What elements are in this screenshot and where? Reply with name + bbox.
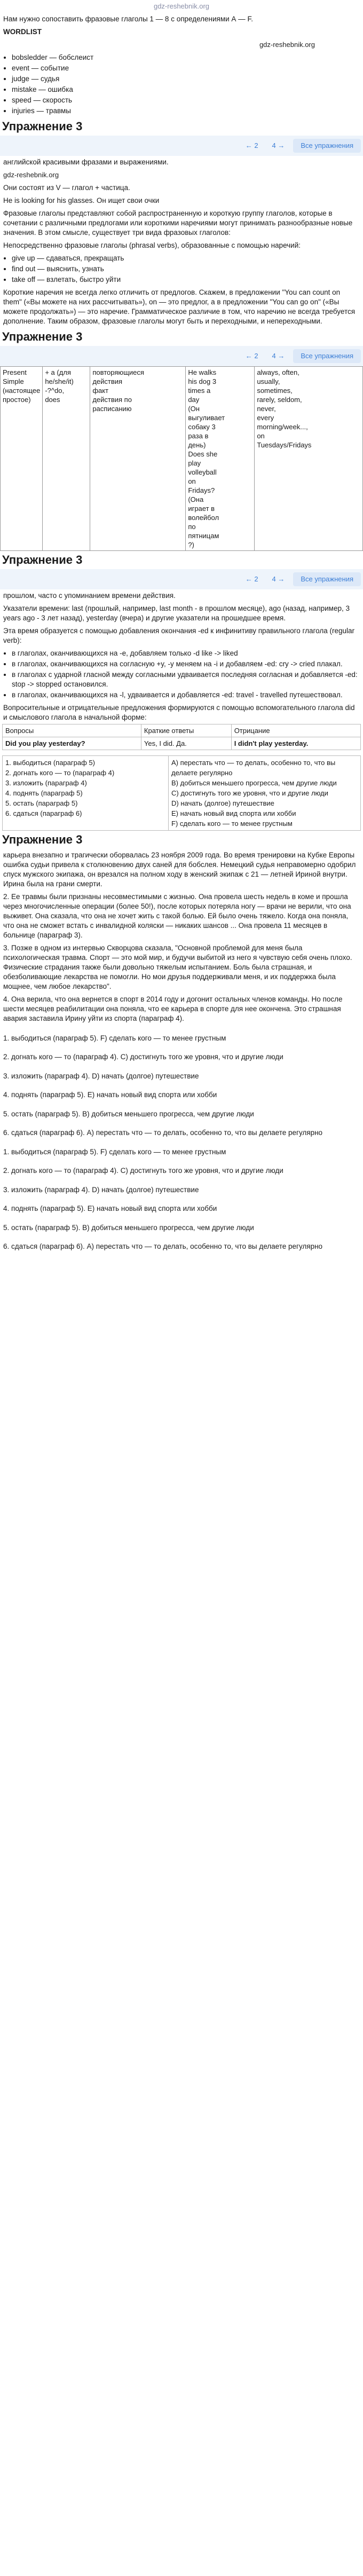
answer-line: 6. сдаться (параграф 6). A) перестать что — то делать, особенно то, что вы делаете регулярно — [3, 1129, 323, 1137]
list-item: B) добиться меньшего прогресса, чем другие люди — [171, 779, 337, 787]
table-cell: Did you play yesterday? — [3, 737, 141, 750]
list-item: 4. поднять (параграф 5) — [5, 789, 83, 797]
list-item: • take off — взлетать, быстро уйти — [12, 274, 360, 285]
exercise-heading: Упражнение 3 — [2, 833, 83, 846]
list-item: E) начать новый вид спорта или хобби — [171, 809, 296, 817]
watermark: gdz-reshebnik.org — [259, 41, 315, 49]
list-item: • в глаголах, оканчивающихся на -l, удваивается и добавляется -ed: travel - travelled путешествовал. — [12, 690, 360, 700]
answer-line: 2. догнать кого — то (параграф 4). C) достигнуть того же уровня, что и другие люди — [3, 1167, 283, 1175]
table-cell: He walks his dog 3 times a day (Он выгуливает собаку 3 раза в день) Does she play volleyball on Fridays? (Она играет в волейбол по пятницам ?) — [186, 367, 255, 551]
page — [0, 0, 363, 1252]
list-item: 6. сдаться (параграф 6) — [5, 809, 82, 817]
answer-line: 6. сдаться (параграф 6). A) перестать что — то делать, особенно то, что вы делаете регулярно — [3, 1242, 323, 1250]
answer-line: 5. остать (параграф 5). B) добиться меньшего прогресса, чем другие люди — [3, 1223, 254, 1232]
list-item: C) достигнуть того же уровня, что и другие люди — [171, 789, 328, 797]
all-exercises-button[interactable]: Все упражнения — [293, 139, 361, 153]
list-item: • give up — сдаваться, прекращать — [12, 253, 360, 264]
exercise-nav — [240, 139, 361, 153]
paragraph: прошлом, часто с упоминанием времени действия. — [3, 592, 176, 600]
exercise-heading: Упражнение 3 — [2, 330, 83, 343]
final-answers — [0, 1033, 363, 1253]
paragraph: 3. Позже в одном из интервью Скворцова сказала, "Основной проблемой для меня была психологическая травма. Спорт — это мой мир, и будучи выбитой из него я чувствую себя очень плохо. Физические страдания также были довольно тяжелым испытанием. Боль была страшная, и обезболивающие лекарства не помогли. Но мои друзья поддерживали меня, и их поддержка была мощнее, чем любое лекарство". — [3, 944, 352, 990]
paragraph: 4. Она верила, что она вернется в спорт в 2014 году и догонит остальных членов команды. Но после шести месяцев реабилитации она поняла, что ее карьера в спорте для нее окончена. Это страшная авария заставила Ирину уйти из спорта (параграф 4). — [3, 995, 343, 1022]
paragraph: Они состоят из V — глагол + частица. — [3, 184, 130, 192]
paragraph: 2. Ее травмы были признаны несовместимыми с жизнью. Она провела шесть недель в коме и прошла через многочисленные операции (более 50!), после которых потеряла ногу — врачи не верили, что она выживет. Она сказала, что она не хочет жить с такой болью. Ей было очень тяжело. Когда она поняла, что она не сможет встать с инвалидной коляски — никаких шансов ... Она провела 11 месяцев в больнице (параграф 3). — [3, 893, 351, 939]
column-header: Вопросы — [3, 724, 141, 737]
table-row — [1, 367, 363, 551]
exercise-nav — [240, 349, 361, 363]
list-item: F) сделать кого — то менее грустным — [171, 820, 293, 828]
watermark: gdz-reshebnik.org — [3, 171, 59, 179]
list-item: • в глаголах с ударной гласной между согласными удваивается последняя согласная и добавляется -ed: stop -> stopped остановился. — [12, 669, 360, 690]
list-item: • в глаголах, оканчивающихся на -e, добавляем только -d like -> liked — [12, 648, 360, 659]
paragraph: карьера внезапно и трагически оборвалась 23 ноября 2009 года. Во время тренировки на Кубке Европы ошибка судьи привела к столкновению двух саней для бобслея. Немецкий судья неправомерно одобрил спуск мужского экипажа, он врезался на полном ходу в женский экипаж с 21 — летней Ириной внутри. Ирина была на грани смерти. — [3, 851, 356, 888]
list-item: • event — событие — [12, 63, 360, 74]
list-item: • в глаголах, оканчивающихся на согласную +y, -y меняем на -i и добавляем -ed: cry -> cried плакал. — [12, 659, 360, 669]
list-item: • speed — скорость — [12, 95, 360, 106]
table-cell — [169, 756, 361, 831]
answer-line: 4. поднять (параграф 5). E) начать новый вид спорта или хобби — [3, 1091, 217, 1099]
paragraph: английской красивыми фразами и выражениями. — [3, 158, 169, 166]
exercise-nav-bar — [0, 569, 363, 589]
table-row — [3, 756, 361, 831]
column-header: Отрицание — [231, 724, 360, 737]
table-cell: Present Simple (настоящее простое) — [1, 367, 43, 551]
prev-exercise-button[interactable]: ← 2 — [245, 575, 258, 583]
rules-list — [0, 647, 363, 702]
exercise-heading: Упражнение 3 — [2, 553, 83, 566]
list-item: A) перестать что — то делать, особенно то, что вы делаете регулярно — [171, 759, 336, 777]
table-row — [3, 737, 361, 750]
exercise-nav-bar — [0, 136, 363, 156]
prev-exercise-button[interactable]: ← 2 — [245, 141, 258, 149]
site-header[interactable]: gdz-reshebnik.org — [153, 2, 210, 10]
next-exercise-button[interactable]: 4 → — [272, 575, 285, 583]
list-item: • judge — судья — [12, 74, 360, 84]
list-item: 1. выбодиться (параграф 5) — [5, 759, 95, 767]
table-cell: Yes, I did. Да. — [141, 737, 231, 750]
table-cell: повторяющиеся действия факт действия по расписанию — [90, 367, 186, 551]
list-item: • find out — выяснить, узнать — [12, 264, 360, 274]
next-exercise-button[interactable]: 4 → — [272, 352, 285, 360]
exercise-nav — [240, 572, 361, 586]
question-table — [2, 724, 361, 750]
table-header-row — [3, 724, 361, 737]
phrasal-list — [0, 252, 363, 286]
all-exercises-button[interactable]: Все упражнения — [293, 349, 361, 363]
list-item: • injuries — травмы — [12, 106, 360, 116]
paragraph: Вопросительные и отрицательные предложения формируются с помощью вспомогательного глагола did и смыслового глагола в начальной форме: — [3, 704, 355, 721]
tense-table — [0, 366, 363, 551]
table-cell: always, often, usually, sometimes, rarely, seldom, never, every morning/week..., on Tuesdays/Fridays — [255, 367, 363, 551]
wordlist — [0, 51, 363, 117]
list-item: D) начать (долгое) путешествие — [171, 799, 274, 807]
paragraph: Указатели времени: last (прошлый, например, last month - в прошлом месяце), ago (назад, например, 3 years ago - 3 лет назад), yesterday (вчера) и другие указатели на прошедшее время. — [3, 604, 350, 622]
column-header: Краткие ответы — [141, 724, 231, 737]
paragraph: Эта время образуется с помощью добавления окончания -ed к инфинитиву правильного глагола (regular verb): — [3, 627, 355, 644]
paragraph: Короткие наречия не всегда легко отличить от предлогов. Скажем, в предложении "You can count on them" («Вы можете на них рассчитывать»), on — это предлог, а в предложении "You can go on" («Вы можете продолжать») — это наречие. Грамматическое различие в том, что наречию не всегда требуется дополнение. Таким образом, фразовые глаголы могут быть и переходными, и непереходными. — [3, 288, 356, 325]
all-exercises-button[interactable]: Все упражнения — [293, 572, 361, 586]
table-cell: I didn't play yesterday. — [231, 737, 360, 750]
answer-line: 5. остать (параграф 5). B) добиться меньшего прогресса, чем другие люди — [3, 1109, 254, 1118]
list-item: 3. изложить (параграф 4) — [5, 779, 87, 787]
list-item: 2. догнать кого — то (параграф 4) — [5, 769, 115, 777]
answer-line: 3. изложить (параграф 4). D) начать (долгое) путешествие — [3, 1072, 199, 1080]
exercise-nav-bar — [0, 346, 363, 366]
prev-exercise-button[interactable]: ← 2 — [245, 352, 258, 360]
next-exercise-button[interactable]: 4 → — [272, 141, 285, 149]
answer-line: 3. изложить (параграф 4). D) начать (долгое) путешествие — [3, 1185, 199, 1194]
answer-line: 1. выбодиться (параграф 5). F) сделать кого — то менее грустным — [3, 1034, 226, 1042]
paragraph: Фразовые глаголы представляют собой распространенную и короткую группу глаголов, которые в сочетании с различными предлогами или короткими наречиями могут принимать разнообразные новые значения. В этом смысле, существует три вида фразовых глаголов: — [3, 209, 353, 237]
table-cell: + a (для he/she/it) -?^do, does — [43, 367, 90, 551]
answer-line: 4. поднять (параграф 5). E) начать новый вид спорта или хобби — [3, 1204, 217, 1212]
answer-line: 1. выбодиться (параграф 5). F) сделать кого — то менее грустным — [3, 1147, 226, 1156]
list-item: • mistake — ошибка — [12, 84, 360, 95]
table-cell — [3, 756, 169, 831]
paragraph: Непосредственно фразовые глаголы (phrasal verbs), образованные с помощью наречий: — [3, 241, 301, 249]
intro-text: Нам нужно сопоставить фразовые глаголы 1 — 8 с определениями А — F. — [3, 15, 253, 23]
list-item: 5. остать (параграф 5) — [5, 799, 78, 807]
answer-table — [2, 755, 361, 831]
wordlist-title: WORDLIST — [3, 28, 42, 36]
list-item: • bobsledder — бобслеист — [12, 52, 360, 63]
exercise-heading: Упражнение 3 — [2, 120, 83, 133]
answer-line: 2. догнать кого — то (параграф 4). C) достигнуть того же уровня, что и другие люди — [3, 1053, 283, 1061]
paragraph: He is looking for his glasses. Он ищет свои очки — [3, 196, 160, 204]
